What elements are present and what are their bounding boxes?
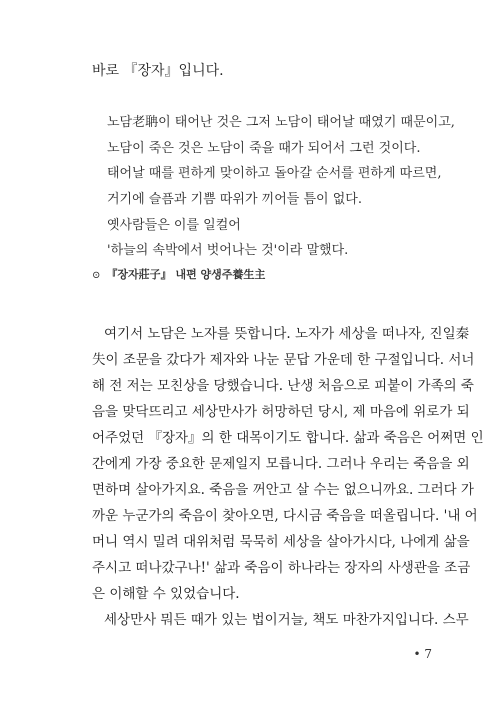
source-marker-icon: ⊙ (92, 270, 101, 281)
body-line: 어주었던 『장자』의 한 대목이기도 합니다. 삶과 죽음은 어쩌면 인 (92, 430, 484, 446)
body-line: 해 전 저는 모친상을 당했습니다. 난생 처음으로 피붙이 가족의 죽 (92, 378, 474, 394)
body-line: 은 이해할 수 있었습니다. (92, 586, 240, 602)
body-line: 간에게 가장 중요한 문제일지 모릅니다. 그러나 우리는 죽음을 외 (92, 456, 470, 472)
quote-line: 거기에 슬픔과 기쁨 따위가 끼어들 틈이 없다. (107, 192, 362, 207)
body-line: 세상만사 뭐든 때가 있는 법이거늘, 책도 마찬가지입니다. 스무 (104, 612, 469, 628)
intro-line: 바로 『장자』입니다. (92, 63, 224, 79)
body-line: 면하며 살아가지요. 죽음을 꺼안고 살 수는 없으니까요. 그러다 가 (92, 482, 474, 498)
body-line: 주시고 떠나갔구나!' 삶과 죽음이 하나라는 장자의 사생관을 조금 (92, 560, 471, 576)
source-text: 『장자莊子』 내편 양생주養生主 (106, 268, 266, 281)
body-line: 여기서 노담은 노자를 뜻합니다. 노자가 세상을 떠나자, 진일秦 (104, 326, 470, 342)
page-number: • 7 (413, 647, 432, 661)
quote-source (92, 266, 265, 282)
body-line: 失이 조문을 갔다가 제자와 나눈 문답 가운데 한 구절입니다. 서너 (92, 352, 475, 368)
quote-line: 노담老聃이 태어난 것은 그저 노담이 태어날 때였기 때문이고, (107, 115, 455, 130)
quote-line: 태어날 때를 편하게 맞이하고 돌아갈 순서를 편하게 따르면, (107, 166, 442, 181)
quote-line: 노담이 죽은 것은 노담이 죽을 때가 되어서 그런 것이다. (107, 141, 421, 156)
body-line: 머니 역시 밀려 대위처럼 묵묵히 세상을 살아가시다, 나에게 삶을 (92, 534, 470, 550)
body-line: 까운 누군가의 죽음이 찾아오면, 다시금 죽음을 떠올립니다. '내 어 (92, 508, 478, 524)
quote-line: '하늘의 속박에서 벗어나는 것'이라 말했다. (107, 243, 349, 258)
body-line: 음을 맞닥뜨리고 세상만사가 허망하던 당시, 제 마음에 위로가 되 (92, 404, 470, 420)
quote-line: 옛사람들은 이를 일컬어 (107, 218, 241, 233)
